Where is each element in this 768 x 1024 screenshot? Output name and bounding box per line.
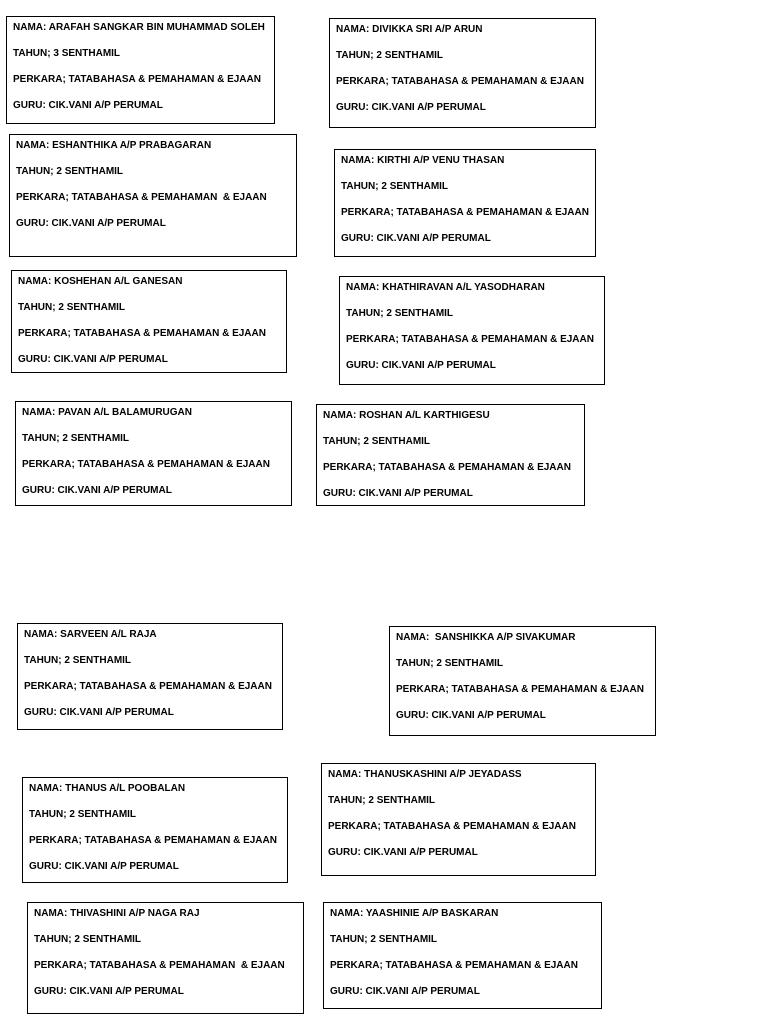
- teacher: GURU: CIK.VANI A/P PERUMAL: [396, 710, 546, 721]
- subject: PERKARA; TATABAHASA & PEMAHAMAN & EJAAN: [396, 684, 644, 695]
- student-name: NAMA: ARAFAH SANGKAR BIN MUHAMMAD SOLEH: [13, 22, 265, 33]
- subject: PERKARA; TATABAHASA & PEMAHAMAN & EJAAN: [336, 76, 584, 87]
- student-label: [316, 404, 585, 506]
- teacher: GURU: CIK.VANI A/P PERUMAL: [341, 233, 491, 244]
- subject: PERKARA; TATABAHASA & PEMAHAMAN & EJAAN: [16, 192, 267, 203]
- teacher: GURU: CIK.VANI A/P PERUMAL: [330, 986, 480, 997]
- teacher: GURU: CIK.VANI A/P PERUMAL: [13, 100, 163, 111]
- student-label: [11, 270, 287, 373]
- student-name: NAMA: SANSHIKKA A/P SIVAKUMAR: [396, 632, 576, 643]
- student-year: TAHUN; 2 SENTHAMIL: [29, 809, 137, 820]
- subject: PERKARA; TATABAHASA & PEMAHAMAN & EJAAN: [328, 821, 576, 832]
- student-name: NAMA: YAASHINIE A/P BASKARAN: [330, 908, 499, 919]
- teacher: GURU: CIK.VANI A/P PERUMAL: [336, 102, 486, 113]
- subject: PERKARA; TATABAHASA & PEMAHAMAN & EJAAN: [34, 960, 285, 971]
- student-label: [6, 16, 275, 124]
- subject: PERKARA; TATABAHASA & PEMAHAMAN & EJAAN: [330, 960, 578, 971]
- student-label: [321, 763, 596, 876]
- student-year: TAHUN; 2 SENTHAMIL: [346, 308, 454, 319]
- student-year: TAHUN; 2 SENTHAMIL: [22, 433, 130, 444]
- student-year: TAHUN; 3 SENTHAMIL: [13, 48, 121, 59]
- student-name: NAMA: KIRTHI A/P VENU THASAN: [341, 155, 505, 166]
- student-year: TAHUN; 2 SENTHAMIL: [341, 181, 449, 192]
- subject: PERKARA; TATABAHASA & PEMAHAMAN & EJAAN: [22, 459, 270, 470]
- student-label: [389, 626, 656, 736]
- subject: PERKARA; TATABAHASA & PEMAHAMAN & EJAAN: [323, 462, 571, 473]
- student-label: [22, 777, 288, 883]
- student-name: NAMA: THIVASHINI A/P NAGA RAJ: [34, 908, 200, 919]
- student-label: [27, 902, 304, 1014]
- student-name: NAMA: ESHANTHIKA A/P PRABAGARAN: [16, 140, 212, 151]
- teacher: GURU: CIK.VANI A/P PERUMAL: [346, 360, 496, 371]
- student-label: [334, 149, 596, 257]
- student-year: TAHUN; 2 SENTHAMIL: [18, 302, 126, 313]
- subject: PERKARA; TATABAHASA & PEMAHAMAN & EJAAN: [29, 835, 277, 846]
- teacher: GURU: CIK.VANI A/P PERUMAL: [323, 488, 473, 499]
- teacher: GURU: CIK.VANI A/P PERUMAL: [34, 986, 184, 997]
- student-year: TAHUN; 2 SENTHAMIL: [330, 934, 438, 945]
- student-year: TAHUN; 2 SENTHAMIL: [34, 934, 142, 945]
- subject: PERKARA; TATABAHASA & PEMAHAMAN & EJAAN: [346, 334, 594, 345]
- student-name: NAMA: SARVEEN A/L RAJA: [24, 629, 157, 640]
- teacher: GURU: CIK.VANI A/P PERUMAL: [328, 847, 478, 858]
- subject: PERKARA; TATABAHASA & PEMAHAMAN & EJAAN: [24, 681, 272, 692]
- student-year: TAHUN; 2 SENTHAMIL: [328, 795, 436, 806]
- student-label: [339, 276, 605, 385]
- student-label: [323, 902, 602, 1009]
- student-name: NAMA: THANUSKASHINI A/P JEYADASS: [328, 769, 522, 780]
- student-label: [9, 134, 297, 257]
- teacher: GURU: CIK.VANI A/P PERUMAL: [24, 707, 174, 718]
- subject: PERKARA; TATABAHASA & PEMAHAMAN & EJAAN: [341, 207, 589, 218]
- student-label: [329, 18, 596, 128]
- teacher: GURU: CIK.VANI A/P PERUMAL: [18, 354, 168, 365]
- student-label: [15, 401, 292, 506]
- teacher: GURU: CIK.VANI A/P PERUMAL: [22, 485, 172, 496]
- student-name: NAMA: KHATHIRAVAN A/L YASODHARAN: [346, 282, 545, 293]
- student-name: NAMA: ROSHAN A/L KARTHIGESU: [323, 410, 490, 421]
- student-name: NAMA: KOSHEHAN A/L GANESAN: [18, 276, 183, 287]
- student-label: [17, 623, 283, 730]
- student-year: TAHUN; 2 SENTHAMIL: [336, 50, 444, 61]
- teacher: GURU: CIK.VANI A/P PERUMAL: [29, 861, 179, 872]
- teacher: GURU: CIK.VANI A/P PERUMAL: [16, 218, 166, 229]
- student-name: NAMA: THANUS A/L POOBALAN: [29, 783, 186, 794]
- student-year: TAHUN; 2 SENTHAMIL: [16, 166, 124, 177]
- student-name: NAMA: DIVIKKA SRI A/P ARUN: [336, 24, 483, 35]
- student-year: TAHUN; 2 SENTHAMIL: [323, 436, 431, 447]
- student-year: TAHUN; 2 SENTHAMIL: [24, 655, 132, 666]
- student-name: NAMA: PAVAN A/L BALAMURUGAN: [22, 407, 192, 418]
- subject: PERKARA; TATABAHASA & PEMAHAMAN & EJAAN: [13, 74, 261, 85]
- subject: PERKARA; TATABAHASA & PEMAHAMAN & EJAAN: [18, 328, 266, 339]
- student-year: TAHUN; 2 SENTHAMIL: [396, 658, 504, 669]
